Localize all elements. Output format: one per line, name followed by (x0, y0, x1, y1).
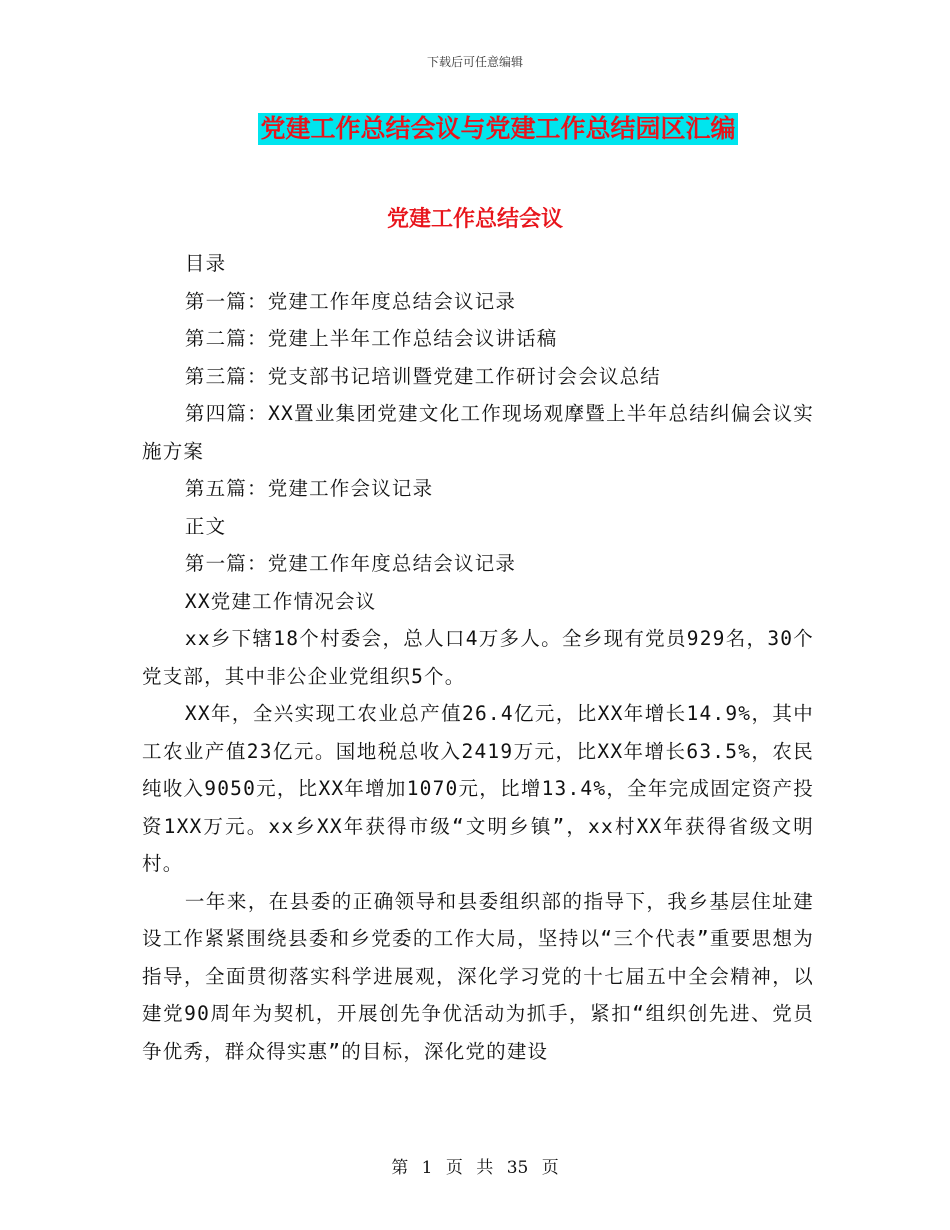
main-title-wrap (0, 113, 950, 145)
paragraph-body-3: 一年来，在县委的正确领导和县委组织部的指导下，我乡基层住址建设工作紧紧围绕县委和乡党委的工作大局，坚持以“三个代表”重要思想为指导，全面贯彻落实科学进展观，深化学习党的十七届五中全会精神，以建党90周年为契机，开展创先争优活动为抓手，紧扣“组织创先进、党员争优秀，群众得实惠”的目标，深化党的建设 (142, 889, 814, 1063)
header-note: 下载后可任意编辑 (426, 55, 523, 69)
footer-suffix: 页 (541, 1158, 559, 1178)
paragraph-toc-item-3: 第三篇：党支部书记培训暨党建工作研讨会会议总结 (184, 364, 661, 388)
sub-title: 党建工作总结会议 (386, 207, 563, 232)
paragraph-body-2: XX年，全兴实现工农业总产值26.4亿元，比XX年增长14.9%，其中工农业产值23亿元。国地税总收入2419万元，比XX年增长63.5%，农民纯收入9050元，比XX年增加1070元，比增13.4%，全年完成固定资产投资1XX万元。xx乡XX年获得市级“文明乡镇”，xx村XX年获得省级文明村。 (142, 702, 814, 875)
footer-page-number: 1 (421, 1158, 433, 1178)
footer-total-prefix: 共 (476, 1158, 494, 1178)
page-footer (0, 1153, 950, 1178)
paragraph-toc-item-5: 第五篇：党建工作会议记录 (184, 477, 434, 500)
footer-total-pages: 35 (506, 1158, 529, 1178)
paragraph-toc-item-4: 第四篇：XX置业集团党建文化工作现场观摩暨上半年总结纠偏会议实施方案 (142, 402, 814, 463)
footer-prefix: 第 (391, 1158, 409, 1178)
paragraph-chapter-title: 第一篇：党建工作年度总结会议记录 (184, 552, 517, 575)
paragraph-toc-heading: 目录 (184, 252, 227, 275)
paragraph-toc-item-1: 第一篇：党建工作年度总结会议记录 (184, 289, 517, 313)
paragraph-meeting-title: XX党建工作情况会议 (184, 589, 377, 613)
document-body (142, 245, 814, 1070)
main-title: 党建工作总结会议与党建工作总结园区汇编 (260, 114, 736, 143)
paragraph-body-1: xx乡下辖18个村委会，总人口4万多人。全乡现有党员929名，30个党支部，其中非公企业党组织5个。 (142, 627, 814, 688)
footer-page-unit: 页 (445, 1158, 463, 1178)
paragraph-toc-item-2: 第二篇：党建上半年工作总结会议讲话稿 (184, 327, 558, 350)
paragraph-body-heading: 正文 (184, 514, 227, 538)
